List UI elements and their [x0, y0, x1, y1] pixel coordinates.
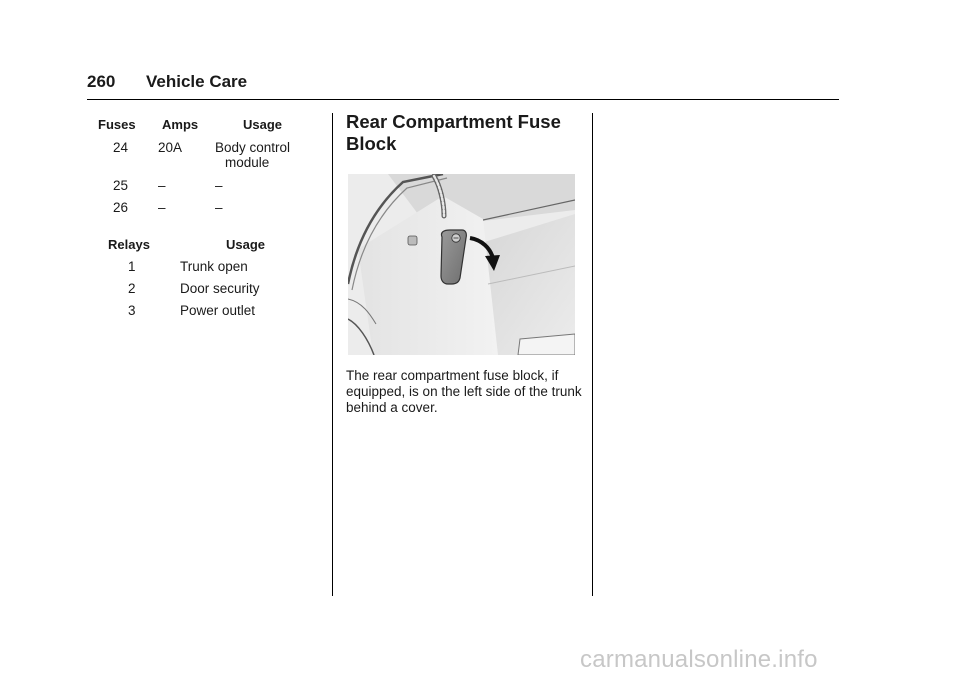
- relays-header: Relays: [108, 237, 150, 252]
- trunk-illustration-svg: [348, 174, 575, 355]
- fuse-amps: –: [158, 178, 166, 193]
- relay-usage: Door security: [180, 281, 260, 296]
- column-divider-left: [332, 113, 333, 596]
- trunk-fuse-cover-illustration: [348, 174, 575, 355]
- relay-number: 2: [128, 281, 136, 296]
- relay-usage: Power outlet: [180, 303, 256, 318]
- relay-number: 1: [128, 259, 136, 274]
- section-header: Vehicle Care: [146, 72, 248, 91]
- section-body: The rear compartment fuse block, if equipped, is on the left side of the trunk behind a cover.: [346, 368, 582, 415]
- page-number: 260: [87, 72, 116, 91]
- fuse-number: 25: [113, 178, 129, 193]
- relay-number: 3: [128, 303, 136, 318]
- section-title-line1: Rear Compartment Fuse: [346, 111, 561, 132]
- fuse-amps: –: [158, 200, 166, 215]
- fuse-usage: Body control: [215, 140, 291, 155]
- fuse-usage: –: [215, 178, 223, 193]
- fuse-usage-cont: module: [225, 155, 270, 170]
- fuse-amps: 20A: [158, 140, 183, 155]
- header-rule: [87, 99, 839, 100]
- fuse-number: 26: [113, 200, 129, 215]
- section-title-line2: Block: [346, 133, 397, 154]
- relay-usage-header: Usage: [226, 237, 266, 252]
- column-divider-right: [592, 113, 593, 596]
- fuse-usage: –: [215, 200, 223, 215]
- relay-usage: Trunk open: [180, 259, 248, 274]
- amps-header: Amps: [162, 117, 199, 132]
- fuse-number: 24: [113, 140, 129, 155]
- watermark: carmanualsonline.info: [580, 646, 818, 673]
- fuses-header: Fuses: [98, 117, 136, 132]
- usage-header: Usage: [243, 117, 283, 132]
- section-title: [346, 111, 581, 155]
